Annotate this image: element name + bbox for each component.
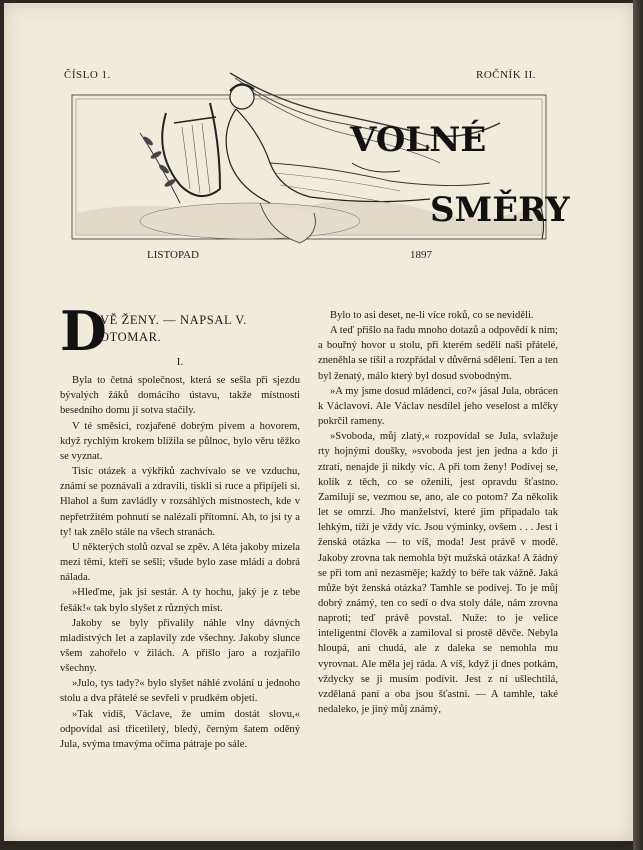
- page-edge: [633, 0, 643, 850]
- volume-number: ROČNÍK II.: [476, 69, 536, 81]
- masthead-drawing: [70, 93, 570, 241]
- paragraph: Jakoby se byly přivalily náhle vlny dávných mladistvých let a zaplavily zde všechny. Jakoby slunce všem zahořelo v žilách. A přišlo jaro a rozjařilo všechny.: [60, 617, 300, 675]
- masthead-title-2: SMĚRY: [430, 190, 570, 230]
- issue-number: ČÍSLO 1.: [64, 69, 111, 81]
- article-title: VĚ ŽENY. — NAPSAL V. OTOMAR.: [100, 313, 247, 344]
- article-heading: [60, 299, 300, 363]
- paragraph: A teď přišlo na řadu mnoho dotazů a odpovědí k nim; a bouřný hovor u stolu, při kterém seděli naši přátelé, zneněhla se tišil a rozpřádal v důvěrná sdělení. Ten a ten byl ženatý, málo který byl dosud svobodným.: [318, 325, 558, 382]
- section-number: I.: [176, 356, 184, 368]
- masthead-title-1: VOLNÉ: [350, 120, 487, 160]
- paragraph: V té směsici, rozjařené dobrým pivem a hovorem, když rychlým krokem blížila se půlnoc, bylo věru těžko se vyznat.: [60, 420, 300, 462]
- paragraph: »A my jsme dosud mládenci, co?« jásal Jula, obrácen k Václavovi. Ale Václav nesdílel jeho veselost a mlčky pokrčil rameny.: [318, 385, 558, 428]
- paragraph: Tisíc otázek a výkřiků zachvívalo se ve vzduchu, známí se poznávali a zdravili, tiskli si ruce a připíjeli si. Hlahol a šum zavládly v rozsáhlých místnostech, kde v nepřetržitém pohnutí se nalézali přítomní. Ah, to jsi ty a ty! tak znělo stále na všech stranách.: [60, 466, 300, 538]
- paragraph: Bylo to asi deset, ne-li více roků, co se neviděli.: [330, 310, 534, 321]
- paragraph: »Tak vidíš, Václave, že umím dostát slovu,« odpovídal asi třicetiletý, bledý, černým šatem oděný Jula, svýma tmavýma očima pátraje po sále.: [60, 708, 300, 750]
- issue-month: LISTOPAD: [147, 249, 199, 261]
- paragraph: Byla to četná společnost, která se sešla při sjezdu bývalých žáků domácího ústavu, takže místnosti besedního domu jí sotva stačily.: [60, 375, 300, 417]
- left-column: [60, 299, 300, 752]
- drop-cap: D: [60, 299, 107, 363]
- masthead-illustration: [70, 93, 570, 241]
- paragraph: U některých stolů ozval se zpěv. A léta jakoby mizela mezi těmi, kteří se sešli; všude bylo zase mládí a dobrá nálada.: [60, 541, 300, 584]
- issue-year: 1897: [410, 249, 432, 261]
- paragraph: »Julo, tys tady?« bylo slyšet náhlé zvolání u jednoho stolu a dva přátelé se sevřeli v prudkém objetí.: [60, 678, 300, 705]
- paragraph: »Hleďme, jak jsi sestár. A ty hochu, jaký je z tebe fešák!« tak bylo slyšet z různých míst.: [60, 587, 300, 614]
- paragraph: »Svoboda, můj zlatý,« rozpovídal se Jula, svlažuje rty hojnými doušky, »svoboda jest jen jedna a kdo ji ztratí, nenajde ji nikdy víc. A při tom ženy! Podívej se, kolik z těch, co se oženili, jest opravdu šťastno. Zamilují se, vezmou se, ano, ale co potom? Za několik let se omrzí. Jho manželství, které jim připadalo tak lehkým, tíží je vždy víc. Jsou výminky, ovšem . . . Jest i ženská otázka — to víš, moda! Jest právě v modě. Jakoby zrovna tak nemohla být mužská otázka! A žádný se při tom ani nezasměje; každý to béře tak vážně. Jaká může být ženská otázka? Tamhle se podívej. To je můj dobrý známý, ten co sedí o dva stoly dále, nám zrovna naproti; teď právě povstal. Nuže: to je velice inteligentní člověk a zamiloval si prostě děvče. Nebyla hloupá, ani chudá, ale z daleka se nemohla mu vyrovnat. Ale měla jej ráda. A víš, když ji dnes potkám, vždycky se ji musím podívit. Jest z ní ušlechtilá, vzdělaná paní a oba jsou šťastni. — A tamhle, také nedaleko, je jiný můj známý,: [318, 431, 558, 716]
- right-column: [318, 308, 558, 717]
- magazine-page: [4, 3, 633, 841]
